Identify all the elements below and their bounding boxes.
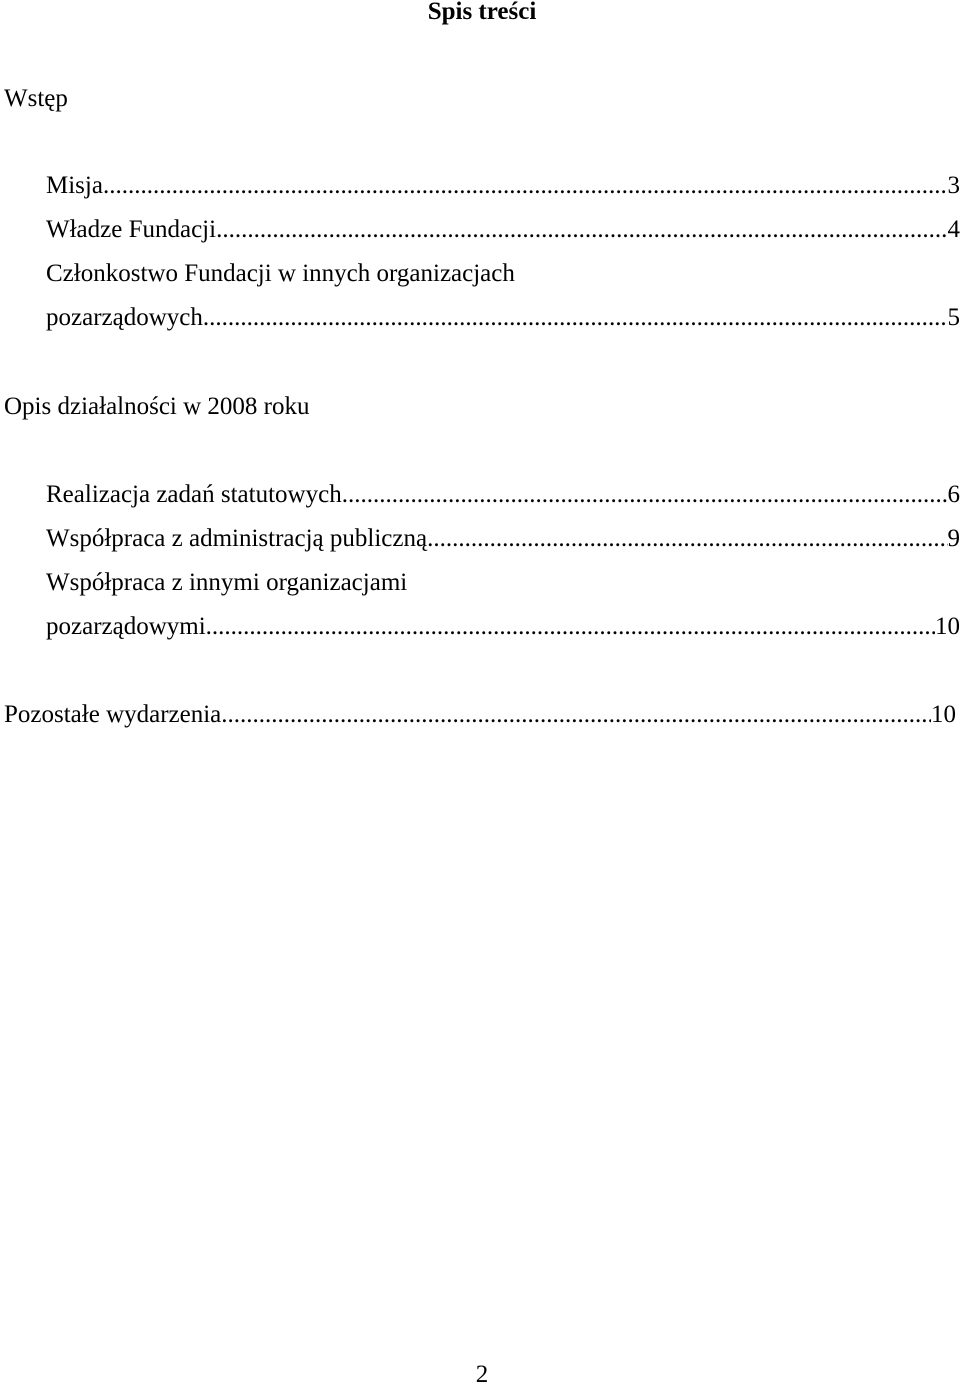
toc-entry-label: Realizacja zadań statutowych [46,479,342,511]
toc-entry-czlonkostwo[interactable] [46,302,960,334]
dot-leader [342,479,948,511]
toc-entry-realizacja-zadan[interactable] [46,479,960,511]
toc-entry-wspolpraca-administracja[interactable] [46,523,960,555]
toc-entry-label: Misja [46,170,103,202]
toc-entry-misja[interactable] [46,170,960,202]
toc-entry-page: 10 [935,611,960,643]
dot-leader [221,699,931,731]
toc-heading-opis-dzialalnosci[interactable]: Opis działalności w 2008 roku [4,391,310,423]
page-title: Spis treści [0,0,960,28]
toc-entry-page: 10 [931,699,956,731]
toc-entry-pozostale-wydarzenia[interactable] [4,699,956,731]
dot-leader [427,523,947,555]
dot-leader [216,214,947,246]
toc-entry-wspolpraca-organizacje-line1[interactable]: Współpraca z innymi organizacjami [46,567,960,599]
page-number: 2 [0,1359,960,1391]
toc-entry-page: 3 [948,170,960,202]
toc-entry-page: 6 [948,479,960,511]
toc-entry-page: 9 [948,523,960,555]
toc-entry-page: 4 [948,214,960,246]
toc-entry-czlonkostwo-line1[interactable]: Członkostwo Fundacji w innych organizacjach [46,258,960,290]
toc-heading-wstep[interactable]: Wstęp [4,83,68,115]
toc-entry-wladze-fundacji[interactable] [46,214,960,246]
toc-entry-label: pozarządowymi [46,611,206,643]
toc-entry-label: pozarządowych [46,302,203,334]
dot-leader [103,170,948,202]
toc-entry-wspolpraca-organizacje[interactable] [46,611,960,643]
toc-entry-label: Współpraca z administracją publiczną [46,523,427,555]
toc-entry-label: Władze Fundacji [46,214,216,246]
dot-leader [203,302,948,334]
toc-entry-label: Pozostałe wydarzenia [4,699,221,731]
dot-leader [206,611,935,643]
toc-entry-page: 5 [948,302,960,334]
